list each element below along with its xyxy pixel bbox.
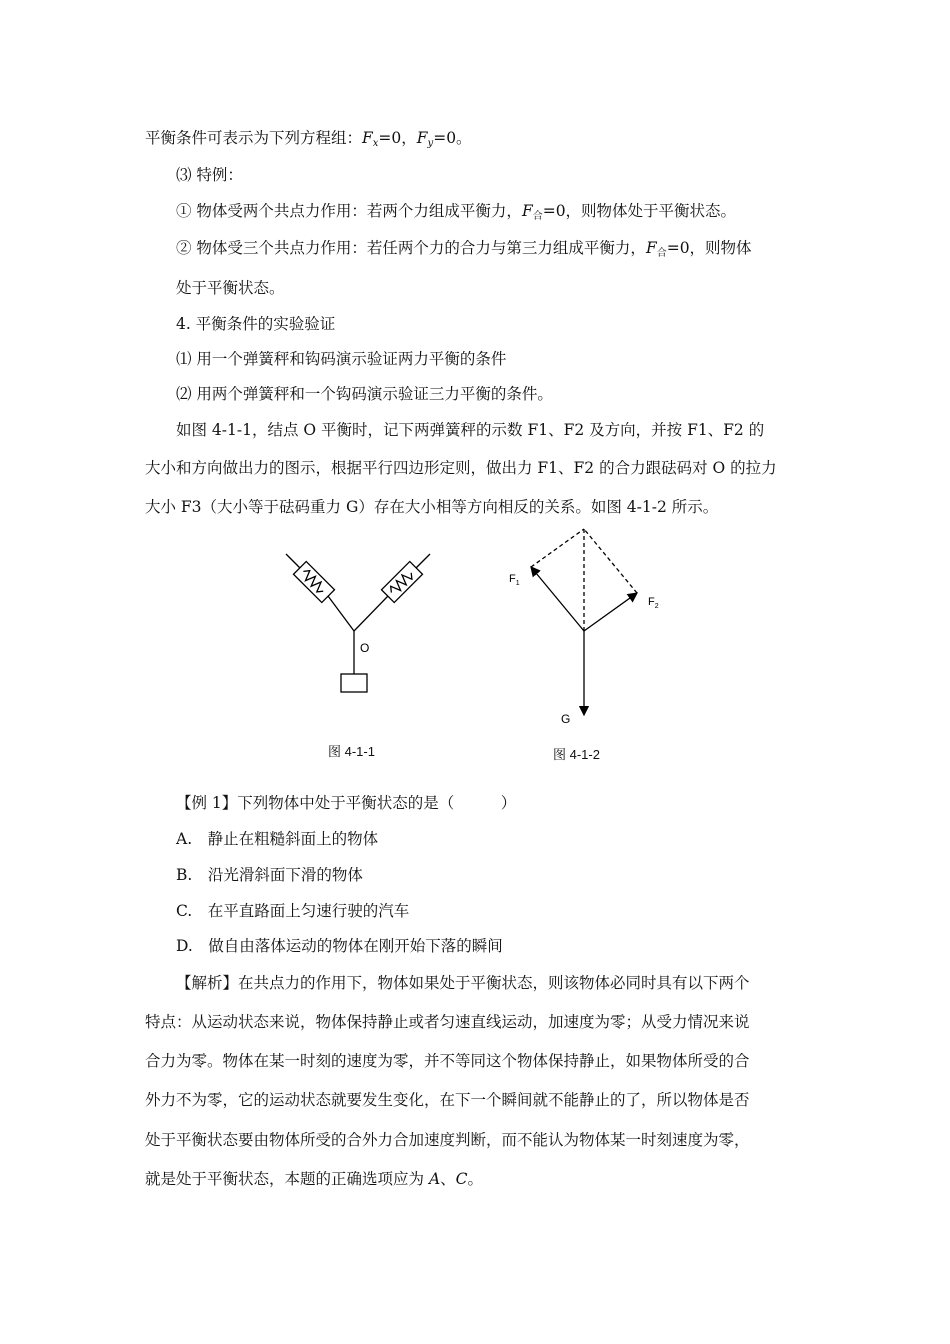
text-line-11: 大小 F3（大小等于砝码重力 G）存在大小相等方向相反的关系。如图 4-1-2 所示。 xyxy=(145,498,719,516)
figure-4-1-1-caption: 图 4-1-1 xyxy=(328,744,375,759)
symbol-fy-subscript: y xyxy=(427,138,434,149)
text-segment: =0， xyxy=(378,129,417,147)
dashed-parallel-1 xyxy=(531,529,584,567)
text-segment: 就是处于平衡状态，本题的正确选项应为 xyxy=(145,1170,429,1188)
text-line-2: ⑶ 特例： xyxy=(176,166,243,184)
option-c: C. 在平直路面上匀速行驶的汽车 xyxy=(176,902,410,920)
text-segment: =0。 xyxy=(433,129,472,147)
text-line-1 xyxy=(145,128,472,154)
dashed-parallel-2 xyxy=(584,529,637,593)
f1-vector xyxy=(531,567,584,631)
knot-label-o: O xyxy=(360,641,370,655)
text-line-7: ⑴ 用一个弹簧秤和钩码演示验证两力平衡的条件 xyxy=(176,350,507,368)
left-string xyxy=(286,554,300,568)
right-string xyxy=(416,554,430,568)
option-d: D. 做自由落体运动的物体在刚开始下落的瞬间 xyxy=(176,937,503,955)
option-b: B. 沿光滑斜面下滑的物体 xyxy=(176,866,363,884)
text-line-4 xyxy=(176,238,752,264)
text-segment: 。 xyxy=(467,1170,484,1188)
symbol-f: F xyxy=(521,202,533,220)
symbol-subscript: 合 xyxy=(656,248,667,259)
text-segment: ① 物体受两个共点力作用：若两个力组成平衡力， xyxy=(176,202,522,220)
option-a: A. 静止在粗糙斜面上的物体 xyxy=(176,830,379,848)
f1-label: $F_1$ xyxy=(509,573,520,587)
symbol-subscript: 合 xyxy=(532,211,543,222)
figure-4-1-2-caption: 图 4-1-2 xyxy=(553,747,600,762)
text-segment: =0，则物体 xyxy=(666,239,752,257)
text-segment: ② 物体受三个共点力作用：若任两个力的合力与第三力组成平衡力， xyxy=(176,239,646,257)
analysis-line-6 xyxy=(145,1169,483,1189)
analysis-line-5: 处于平衡状态要由物体所受的合外力合加速度判断，而不能认为物体某一时刻速度为零， xyxy=(145,1131,750,1149)
text-line-9: 如图 4-1-1，结点 O 平衡时，记下两弹簧秤的示数 F1、F2 及方向，并按 F1、F2 的 xyxy=(176,421,765,439)
right-rope xyxy=(354,596,388,631)
g-label: G xyxy=(561,712,571,725)
analysis-line-2: 特点：从运动状态来说，物体保持静止或者匀速直线运动，加速度为零；从受力情况来说 xyxy=(145,1013,750,1031)
figure-4-1-2 xyxy=(500,525,680,725)
text-segment: 平衡条件可表示为下列方程组： xyxy=(145,129,363,147)
analysis-line-4: 外力不为零，它的运动状态就要发生变化，在下一个瞬间就不能静止的了，所以物体是否 xyxy=(145,1091,750,1109)
analysis-line-1: 【解析】在共点力的作用下，物体如果处于平衡状态，则该物体必同时具有以下两个 xyxy=(176,974,750,992)
answer-c: C xyxy=(455,1170,468,1188)
text-line-10: 大小和方向做出力的图示，根据平行四边形定则，做出力 F1、F2 的合力跟砝码对 O 的拉力 xyxy=(145,459,777,477)
symbol-fx: F xyxy=(362,129,373,147)
answer-a: A xyxy=(428,1170,441,1188)
example-1-question: 【例 1】下列物体中处于平衡状态的是（ ） xyxy=(176,794,517,812)
symbol-fy: F xyxy=(416,129,428,147)
symbol-fx-subscript: x xyxy=(372,138,379,149)
text-line-3 xyxy=(176,201,736,227)
text-segment: =0，则物体处于平衡状态。 xyxy=(542,202,737,220)
left-rope xyxy=(328,596,354,631)
figure-4-1-1 xyxy=(278,548,448,708)
text-line-5: 处于平衡状态。 xyxy=(176,279,285,297)
f2-label: $F_2$ xyxy=(648,596,659,610)
symbol-f: F xyxy=(645,239,657,257)
weight-block xyxy=(341,674,367,692)
text-segment: 、 xyxy=(440,1170,456,1188)
text-line-8: ⑵ 用两个弹簧秤和一个钩码演示验证三力平衡的条件。 xyxy=(176,385,553,403)
analysis-line-3: 合力为零。物体在某一时刻的速度为零，并不等同这个物体保持静止，如果物体所受的合 xyxy=(145,1052,750,1070)
f2-vector xyxy=(584,593,637,631)
text-line-6: 4. 平衡条件的实验验证 xyxy=(176,315,336,333)
